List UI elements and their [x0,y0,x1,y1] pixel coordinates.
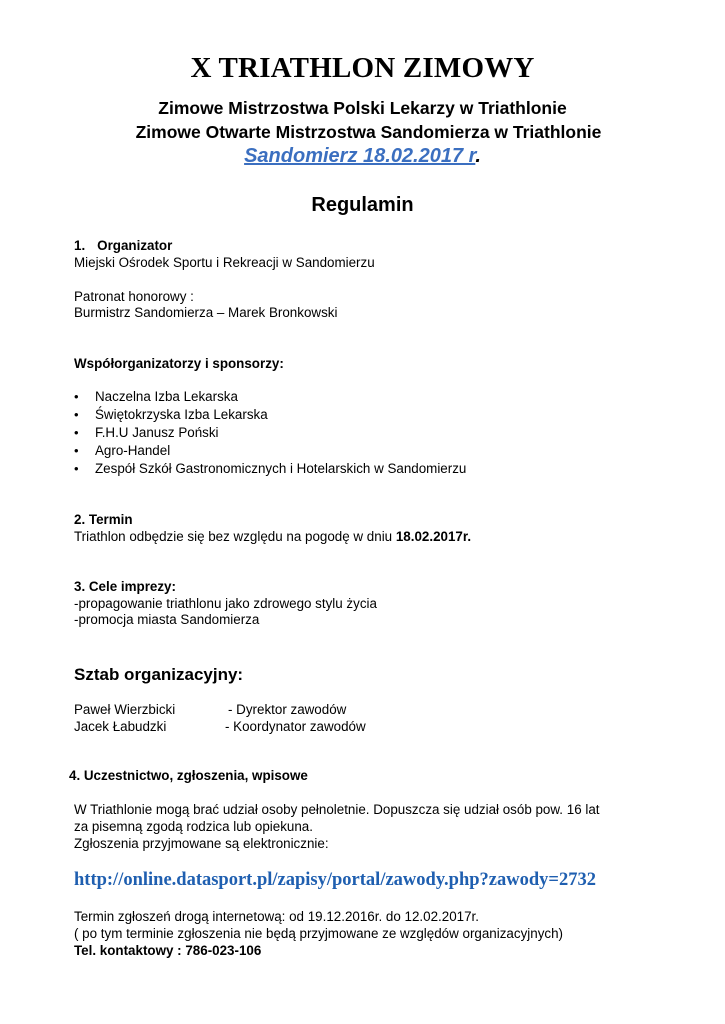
organizer-name: Miejski Ośrodek Sportu i Rekreacji w Sandomierzu [74,255,375,270]
sponsors-list [74,388,466,478]
sponsor-item: • Świętokrzyska Izba Lekarska [74,406,466,424]
registration-line-1: W Triathlonie mogą brać udział osoby pełnoletnie. Dopuszcza się udział osób pow. 16 lat [74,802,600,817]
organizer-heading-text: Organizator [97,238,173,253]
subtitle-championship-sandomierz: Zimowe Otwarte Mistrzostwa Sandomierza w Triathlonie [135,122,602,142]
goals-line-1: -propagowanie triathlonu jako zdrowego stylu życia [74,596,377,611]
document-title: X TRIATHLON ZIMOWY [190,52,535,84]
sponsor-item: • Naczelna Izba Lekarska [74,388,466,406]
goals-line-2: -promocja miasta Sandomierza [74,612,260,627]
staff-row-name: Jacek Łabudzki [74,719,167,734]
contact-phone: Tel. kontaktowy : 786-023-106 [74,943,262,958]
place-date-period: . [475,145,481,167]
registration-note: ( po tym terminie zgłoszenia nie będą przyjmowane ze względów organizacyjnych) [74,926,563,941]
patronage-value: Burmistrz Sandomierza – Marek Bronkowski [74,305,338,320]
registration-url-link[interactable]: http://online.datasport.pl/zapisy/portal/zawody.php?zawody=2732 [74,870,596,890]
registration-line-2: za pisemną zgodą rodzica lub opiekuna. [74,819,313,834]
subtitle-championship-doctors: Zimowe Mistrzostwa Polski Lekarzy w Triathlonie [158,98,567,118]
term-text-body: Triathlon odbędzie się bez względu na pogodę w dniu [74,529,396,544]
staff-row-name: Paweł Wierzbicki [74,702,176,717]
term-text [74,529,471,544]
staff-row-role: - Koordynator zawodów [225,719,366,734]
sponsor-item: • F.H.U Janusz Poński [74,424,466,442]
staff-heading: Sztab organizacyjny: [74,665,244,684]
term-date: 18.02.2017r. [395,529,472,544]
place-date [0,145,725,168]
organizer-heading [74,238,172,253]
organizer-number: 1. [74,238,86,253]
sponsor-item: • Agro-Handel [74,442,466,460]
patronage-label: Patronat honorowy : [74,289,194,304]
sponsor-item: • Zespół Szkół Gastronomicznych i Hotelarskich w Sandomierzu [74,460,466,478]
term-heading: 2. Termin [74,512,133,527]
sponsors-heading: Współorganizatorzy i sponsorzy: [74,356,284,371]
registration-line-3: Zgłoszenia przyjmowane są elektronicznie: [74,836,329,851]
registration-deadline: Termin zgłoszeń drogą internetową: od 19.12.2016r. do 12.02.2017r. [74,909,479,924]
goals-heading: 3. Cele imprezy: [74,579,176,594]
staff-row-role: - Dyrektor zawodów [228,702,347,717]
registration-heading: 4. Uczestnictwo, zgłoszenia, wpisowe [69,768,308,783]
section-title-regulamin: Regulamin [311,194,414,216]
place-date-link[interactable]: Sandomierz 18.02.2017 r [244,145,476,167]
